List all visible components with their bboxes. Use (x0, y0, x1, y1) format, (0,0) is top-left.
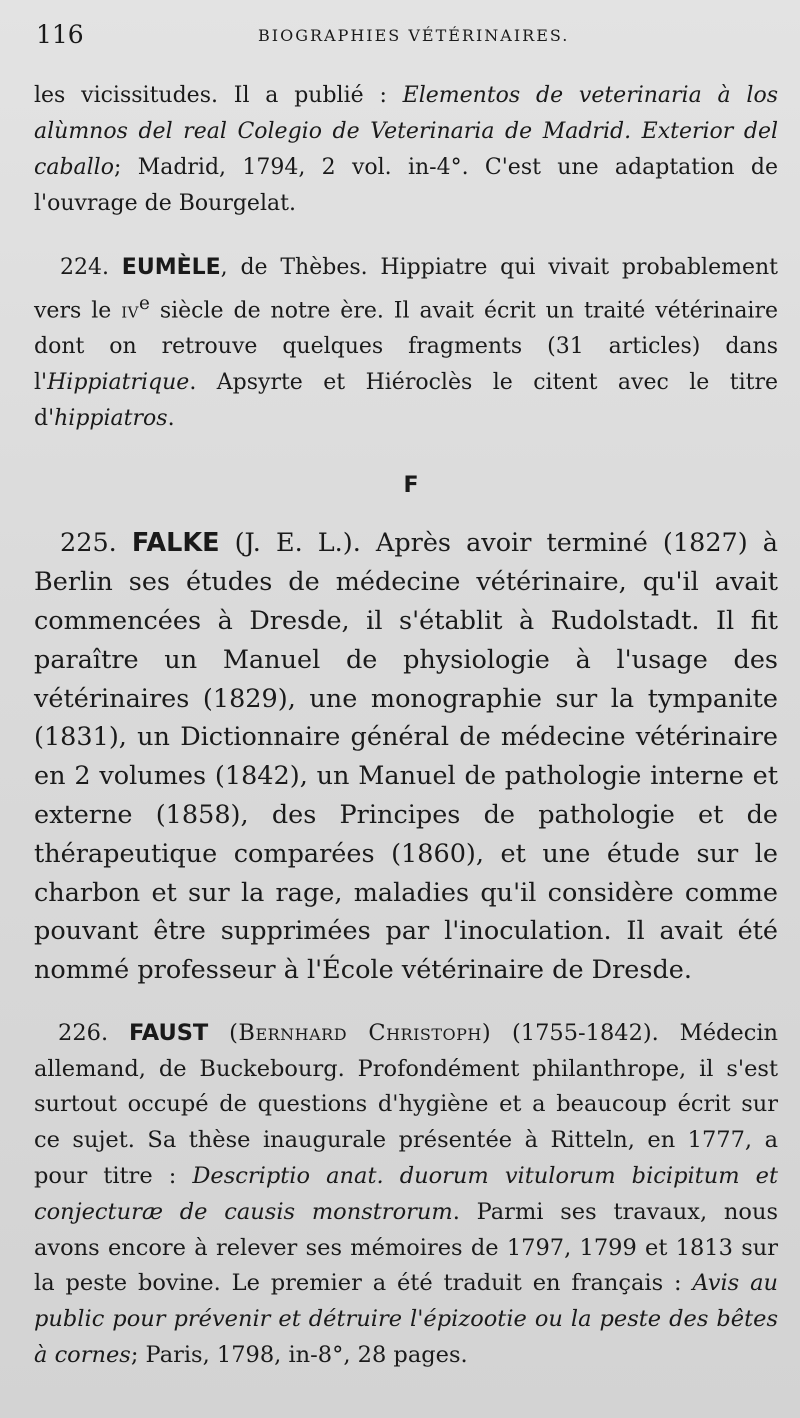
entry-italic-term: hippiatros (54, 406, 168, 432)
entry-226 (34, 1016, 778, 1374)
entry-224 (34, 250, 778, 437)
century-superscript: e (139, 293, 150, 314)
entry-text-3: . Apsyrte et Hiéroclès le citent avec le titre d' (34, 370, 778, 432)
century-numeral: iv (121, 298, 139, 324)
entry-text: (J. E. L.). Après avoir terminé (1827) à Berlin ses études de médecine vétérinaire, qu'il avait commencées à Dresde, il s'établit à Rudolstadt. Il fit paraître un Manuel de physiologie à l'usage des vétérinaires (1829), une monographie sur la tympanite (1831), un Dictionnaire général de médecine vétérinaire en 2 volumes (1842), un Manuel de pathologie interne et externe (1858), des Principes de pathologie et de thérapeutique comparées (1860), et une étude sur le charbon et sur la rage, maladies qu'il considère comme pouvant être supprimées par l'inoculation. Il avait été nommé professeur à l'École vétérinaire de Dresde. (34, 528, 778, 986)
entry-text-4: . (167, 406, 175, 432)
intro-book-title: Elementos de veterinaria à los alùmnos del real Colegio de Veterinaria de Madrid. Exterior del caballo (34, 83, 778, 180)
section-letter-heading: F (403, 473, 419, 499)
entry-number: 225. (60, 528, 132, 559)
entry-italic-title: Hippiatrique (47, 370, 190, 396)
entry-text-2: siècle de notre ère. Il avait écrit un traité vétérinaire dont on retrouve quelques fragments (31 articles) dans l' (34, 298, 779, 396)
entry-text-1: (1755-1842). Médecin allemand, de Buckebourg. Profondément philanthrope, il s'est surtout occupé de questions d'hygiène et a beaucoup écrit sur ce sujet. Sa thèse inaugurale présentée à Ritteln, en 1777, a pour titre : (34, 1019, 779, 1190)
entry-text-3: ; Paris, 1798, in-8°, 28 pages. (130, 1342, 468, 1369)
entry-number: 226. (58, 1019, 129, 1046)
entry-name: EUMÈLE (121, 255, 221, 280)
entry-text-1: , de Thèbes. Hippiatre qui vivait probablement vers le (34, 255, 779, 324)
intro-text-1: les vicissitudes. Il a publié : (34, 83, 403, 108)
entry-number: 224. (60, 255, 122, 280)
entry-225 (34, 524, 778, 990)
running-head: BIOGRAPHIES VÉTÉRINAIRES. (258, 26, 570, 45)
entry-name: FAUST (128, 1019, 209, 1046)
entry-translation-title: Avis au public pour prévenir et détruire l'épizootie ou la peste des bêtes à cornes (34, 1270, 778, 1369)
page-number: 116 (36, 20, 84, 49)
intro-text-2: ; Madrid, 1794, 2 vol. in-4°. C'est une adaptation de l'ouvrage de Bourgelat. (34, 155, 778, 216)
entry-name: FALKE (131, 528, 220, 559)
entry-given-names: (Bernhard Christoph) (229, 1019, 492, 1046)
page-body (34, 78, 778, 1374)
entry-thesis-title: Descriptio anat. duorum vitulorum bicipitum et conjecturæ de causis monstrorum (34, 1163, 778, 1225)
entry-text-2: . Parmi ses travaux, nous avons encore à relever ses mémoires de 1797, 1799 et 1813 sur la peste bovine. Le premier a été traduit en français : (34, 1198, 778, 1297)
entry-223-continuation (34, 78, 778, 222)
page-header (36, 20, 776, 54)
